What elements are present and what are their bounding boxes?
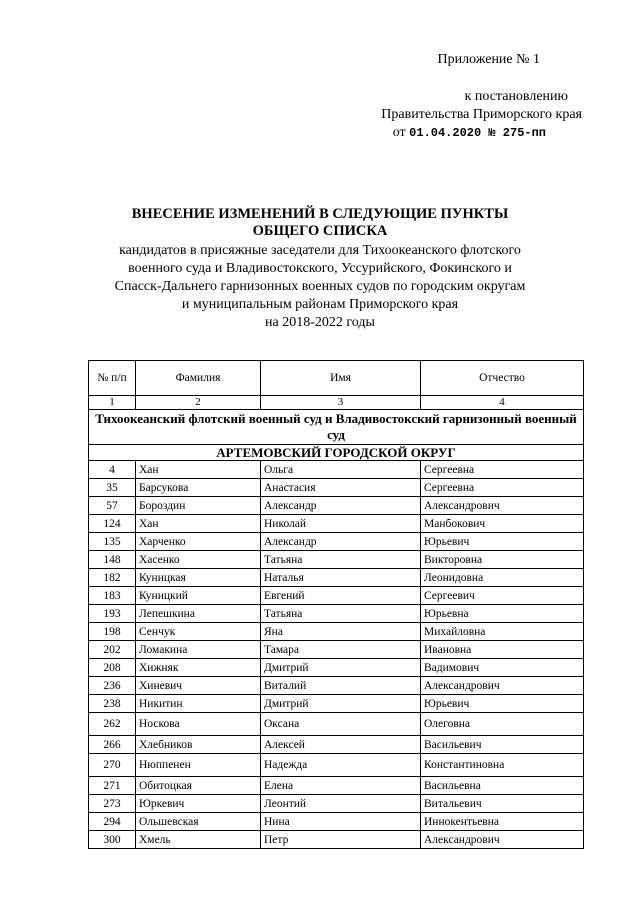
column-index: 3	[261, 396, 421, 410]
row-number: 238	[89, 695, 136, 713]
row-patronymic: Юрьевна	[421, 605, 584, 623]
title-line-2: ОБЩЕГО СПИСКА	[252, 223, 388, 239]
header-name: Имя	[261, 361, 421, 396]
subtitle-line-4: и муниципальным районам Приморского края	[181, 297, 459, 312]
row-surname: Куницкий	[136, 587, 261, 605]
row-surname: Никитин	[136, 695, 261, 713]
row-first-name: Евгений	[261, 587, 421, 605]
row-number: 193	[89, 605, 136, 623]
row-patronymic: Сергеевич	[421, 587, 584, 605]
row-number: 4	[89, 461, 136, 479]
row-surname: Хлебников	[136, 736, 261, 754]
court-group-row	[89, 410, 584, 445]
row-patronymic: Олеговна	[421, 713, 584, 736]
row-number: 300	[89, 831, 136, 849]
row-number: 271	[89, 777, 136, 795]
table-row	[89, 533, 584, 551]
column-index-row	[89, 396, 584, 410]
row-patronymic: Михайловна	[421, 623, 584, 641]
header-number: № п/п	[89, 361, 136, 396]
table-row	[89, 461, 584, 479]
subtitle	[0, 242, 640, 332]
table-row	[89, 551, 584, 569]
row-first-name: Елена	[261, 777, 421, 795]
table-row	[89, 831, 584, 849]
row-first-name: Виталий	[261, 677, 421, 695]
row-patronymic: Васильевич	[421, 736, 584, 754]
row-surname: Ольшевская	[136, 813, 261, 831]
row-patronymic: Александрович	[421, 497, 584, 515]
row-number: 262	[89, 713, 136, 736]
row-surname: Хмель	[136, 831, 261, 849]
table-row	[89, 587, 584, 605]
row-first-name: Александр	[261, 533, 421, 551]
row-surname: Обитоцкая	[136, 777, 261, 795]
row-first-name: Нина	[261, 813, 421, 831]
row-number: 270	[89, 754, 136, 777]
row-surname: Ломакина	[136, 641, 261, 659]
table-row	[89, 795, 584, 813]
table-row	[89, 659, 584, 677]
table-row	[89, 641, 584, 659]
column-index: 4	[421, 396, 584, 410]
decree-date-prefix: от	[392, 125, 406, 140]
row-number: 35	[89, 479, 136, 497]
row-first-name: Надежда	[261, 754, 421, 777]
court-name: Тихоокеанский флотский военный суд и Владивостокский гарнизонный военный суд	[89, 410, 584, 445]
row-number: 198	[89, 623, 136, 641]
decree-line-1: к постановлению	[464, 89, 568, 104]
row-patronymic: Юрьевич	[421, 533, 584, 551]
row-first-name: Яна	[261, 623, 421, 641]
table-row	[89, 515, 584, 533]
row-surname: Носкова	[136, 713, 261, 736]
table-row	[89, 695, 584, 713]
row-patronymic: Александрович	[421, 677, 584, 695]
table-row	[89, 813, 584, 831]
table-row	[89, 605, 584, 623]
row-patronymic: Васильевна	[421, 777, 584, 795]
table-row	[89, 754, 584, 777]
row-patronymic: Викторовна	[421, 551, 584, 569]
row-surname: Хасенко	[136, 551, 261, 569]
row-surname: Хан	[136, 461, 261, 479]
row-patronymic: Вадимович	[421, 659, 584, 677]
row-patronymic: Константиновна	[421, 754, 584, 777]
row-surname: Сенчук	[136, 623, 261, 641]
document-title	[0, 206, 640, 332]
row-surname: Куницкая	[136, 569, 261, 587]
decree-number: 01.04.2020 № 275-пп	[409, 126, 546, 140]
row-first-name: Тамара	[261, 641, 421, 659]
row-number: 202	[89, 641, 136, 659]
table-row	[89, 479, 584, 497]
subtitle-line-5: на 2018-2022 годы	[265, 315, 375, 330]
candidates-table	[88, 360, 584, 849]
row-first-name: Татьяна	[261, 605, 421, 623]
table-row	[89, 569, 584, 587]
row-first-name: Дмитрий	[261, 695, 421, 713]
row-surname: Хиневич	[136, 677, 261, 695]
row-first-name: Наталья	[261, 569, 421, 587]
subtitle-line-2: военного суда и Владивостокского, Уссурийского, Фокинского и	[128, 261, 512, 276]
row-first-name: Леонтий	[261, 795, 421, 813]
row-patronymic: Александрович	[421, 831, 584, 849]
district-name: АРТЕМОВСКИЙ ГОРОДСКОЙ ОКРУГ	[89, 445, 584, 461]
column-index: 2	[136, 396, 261, 410]
row-first-name: Ольга	[261, 461, 421, 479]
row-first-name: Оксана	[261, 713, 421, 736]
row-number: 208	[89, 659, 136, 677]
row-number: 183	[89, 587, 136, 605]
row-number: 236	[89, 677, 136, 695]
row-patronymic: Манбокович	[421, 515, 584, 533]
row-surname: Юркевич	[136, 795, 261, 813]
row-patronymic: Сергеевна	[421, 461, 584, 479]
row-surname: Хижняк	[136, 659, 261, 677]
row-number: 294	[89, 813, 136, 831]
row-first-name: Дмитрий	[261, 659, 421, 677]
row-first-name: Николай	[261, 515, 421, 533]
decree-reference	[0, 88, 582, 142]
row-patronymic: Леонидовна	[421, 569, 584, 587]
row-first-name: Петр	[261, 831, 421, 849]
header-patronymic: Отчество	[421, 361, 584, 396]
column-index: 1	[89, 396, 136, 410]
row-surname: Бороздин	[136, 497, 261, 515]
subtitle-line-1: кандидатов в присяжные заседатели для Тихоокеанского флотского	[119, 243, 521, 258]
row-first-name: Татьяна	[261, 551, 421, 569]
row-first-name: Александр	[261, 497, 421, 515]
row-number: 148	[89, 551, 136, 569]
row-surname: Харченко	[136, 533, 261, 551]
subtitle-line-3: Спасск-Дальнего гарнизонных военных судов по городским округам	[114, 279, 526, 294]
district-row	[89, 445, 584, 461]
row-patronymic: Витальевич	[421, 795, 584, 813]
row-first-name: Анастасия	[261, 479, 421, 497]
row-surname: Нюппенен	[136, 754, 261, 777]
row-patronymic: Ивановна	[421, 641, 584, 659]
row-number: 124	[89, 515, 136, 533]
table-row	[89, 677, 584, 695]
title-line-1: ВНЕСЕНИЕ ИЗМЕНЕНИЙ В СЛЕДУЮЩИЕ ПУНКТЫ	[131, 206, 509, 222]
table-row	[89, 777, 584, 795]
decree-line-3	[0, 124, 582, 142]
row-number: 135	[89, 533, 136, 551]
row-surname: Лепешкина	[136, 605, 261, 623]
table-header-row	[89, 361, 584, 396]
table-row	[89, 623, 584, 641]
row-number: 57	[89, 497, 136, 515]
row-surname: Барсукова	[136, 479, 261, 497]
table-row	[89, 713, 584, 736]
row-patronymic: Иннокентьевна	[421, 813, 584, 831]
row-number: 182	[89, 569, 136, 587]
row-number: 266	[89, 736, 136, 754]
row-patronymic: Юрьевич	[421, 695, 584, 713]
table-row	[89, 736, 584, 754]
row-first-name: Алексей	[261, 736, 421, 754]
row-number: 273	[89, 795, 136, 813]
row-patronymic: Сергеевна	[421, 479, 584, 497]
appendix-label: Приложение № 1	[437, 52, 540, 67]
header-surname: Фамилия	[136, 361, 261, 396]
row-surname: Хан	[136, 515, 261, 533]
decree-line-2: Правительства Приморского края	[381, 107, 582, 122]
table-row	[89, 497, 584, 515]
